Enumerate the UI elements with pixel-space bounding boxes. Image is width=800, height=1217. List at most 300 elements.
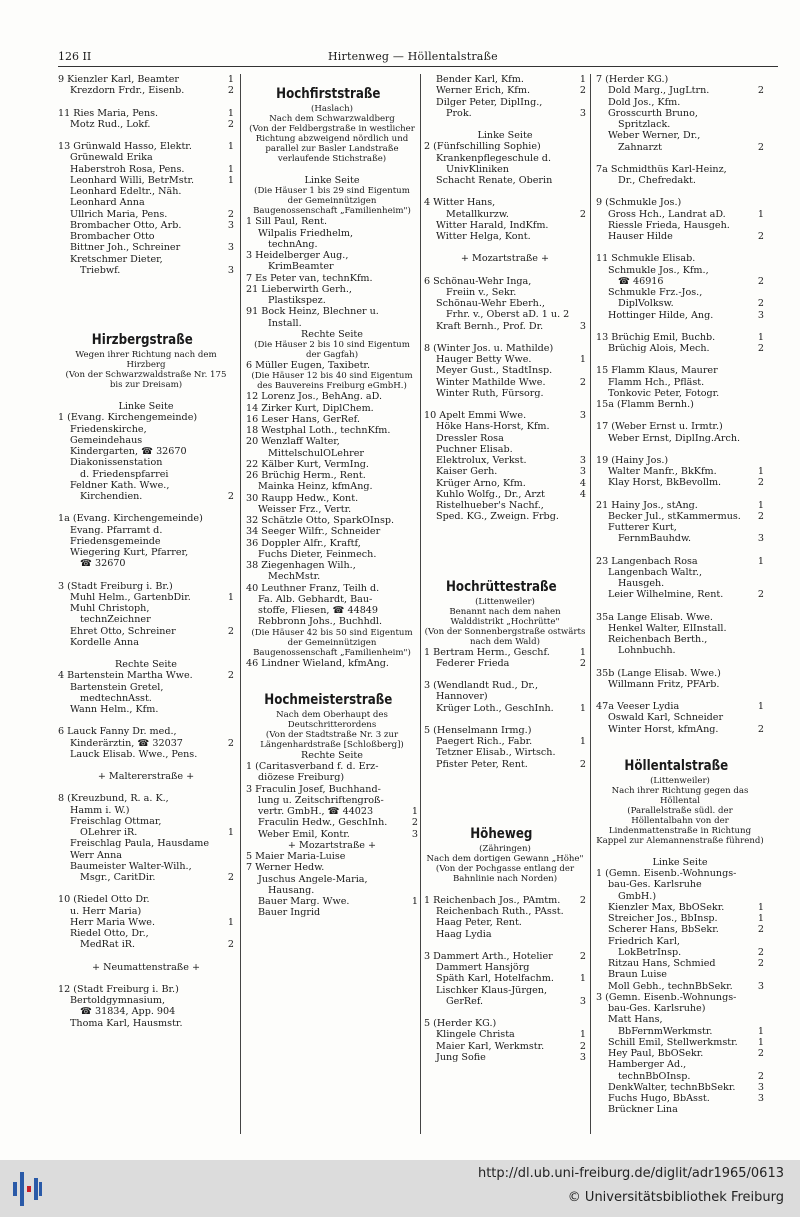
entry-text: (Riedel Otto Dr. — [73, 894, 150, 906]
entry-text: Bittner Joh., Schreiner — [70, 242, 181, 254]
floor-number: 2 — [579, 950, 586, 962]
entry-text: Schönau-Wehr Eberh., — [436, 298, 545, 309]
resident-entry — [596, 533, 764, 544]
entry-text: (Flamm Bernh.) — [617, 399, 694, 410]
entry-text: Höke Hans-Horst, Kfm. — [436, 421, 550, 433]
house-entry — [246, 414, 418, 425]
floor-number: 2 — [227, 939, 234, 951]
house-number: 38 — [246, 560, 259, 571]
resident-entry — [596, 724, 764, 735]
resident-entry — [596, 175, 764, 186]
page-header — [58, 50, 778, 68]
resident-entry — [424, 511, 586, 522]
house-number: 1 — [246, 761, 253, 772]
spacer — [58, 883, 234, 894]
street-description: Benannt nach dem nahen Walddistrikt „Hochrütte" — [449, 606, 561, 627]
entry-text: Werner Hedw. — [255, 862, 325, 874]
house-entry — [596, 164, 764, 175]
entry-text: Sill Paul, Rent. — [255, 216, 328, 228]
entry-text: Gross Hch., Landrat aD. — [608, 208, 726, 220]
entry-text: Federer Frieda — [436, 657, 510, 669]
spacer — [424, 884, 586, 895]
entry-text: Lindner Wieland, kfmAng. — [261, 657, 389, 669]
house-entry — [596, 868, 764, 879]
house-entry — [246, 459, 418, 470]
floor-number: 2 — [757, 275, 764, 287]
entry-text: Scherer Hans, BbSekr. — [608, 924, 719, 936]
resident-entry — [424, 175, 586, 186]
house-number: 6 — [424, 275, 431, 287]
resident-entry — [58, 704, 234, 715]
entry-text: Hamberger Ad., — [608, 1059, 687, 1071]
floor-number: 2 — [227, 85, 234, 97]
entry-text: KrimBeamter — [268, 261, 334, 273]
entry-text: Diakonissenstation — [70, 457, 163, 469]
house-entry — [424, 1018, 586, 1029]
resident-entry — [246, 772, 418, 783]
entry-text: bau-Ges. Karlsruhe) — [608, 1003, 706, 1014]
entry-text: Reichenbach Ruth., PAsst. — [436, 906, 564, 917]
resident-entry — [596, 522, 764, 533]
column-divider — [420, 74, 421, 1134]
house-entry — [246, 560, 418, 571]
resident-entry — [596, 891, 764, 902]
entry-text: Lischker Klaus-Jürgen, — [436, 984, 547, 996]
spacer — [246, 164, 418, 175]
entry-text: Juschus Angele-Maria, — [258, 873, 368, 885]
entry-text: Pfister Peter, Rent. — [436, 758, 528, 770]
floor-number: 2 — [757, 958, 764, 969]
resident-entry — [596, 220, 764, 231]
house-number: 13 — [58, 141, 71, 152]
resident-entry — [596, 679, 764, 690]
resident-entry — [596, 310, 764, 321]
entry-text: Schmukle Elisab. — [611, 253, 696, 265]
entry-text: Spritzlack. — [618, 119, 671, 130]
spacer — [596, 153, 764, 164]
floor-number: 3 — [757, 980, 764, 992]
entry-text: Fraculin Josef, Buchhand- — [255, 783, 381, 795]
entry-text: Bertram Herm., Geschf. — [433, 646, 550, 658]
side-label: + Mozartstraße + — [287, 839, 377, 851]
resident-entry — [596, 879, 764, 890]
entry-text: Sped. KG., Zweign. Frbg. — [436, 511, 559, 523]
house-number: 21 — [246, 283, 259, 295]
resident-entry — [596, 1093, 764, 1104]
spacer — [596, 186, 764, 197]
entry-text: (Schmukle Jos.) — [605, 197, 682, 209]
house-number: 11 — [596, 253, 609, 265]
resident-entry — [424, 298, 586, 309]
house-number: 26 — [246, 470, 259, 481]
house-entry — [58, 726, 234, 737]
resident-entry — [246, 817, 418, 828]
entry-text: (Henselmann Irmg.) — [433, 724, 532, 736]
floor-number: 1 — [227, 916, 234, 928]
spacer — [424, 332, 586, 343]
house-number: 7a — [596, 163, 608, 175]
entry-text: Feldner Kath. Wwe., — [70, 479, 170, 491]
spacer — [424, 265, 586, 276]
floor-number: 1 — [757, 913, 764, 924]
floor-number: 2 — [227, 625, 234, 637]
resident-entry — [58, 816, 234, 827]
spacer — [424, 399, 586, 410]
resident-entry — [596, 97, 764, 108]
resident-entry — [58, 254, 234, 265]
entry-text: (Gemn. Eisenb.-Wohnungs- — [605, 991, 737, 1003]
floor-number: 1 — [411, 896, 418, 907]
floor-number: 3 — [227, 219, 234, 231]
entry-text: Reichenbach Berth., — [608, 634, 708, 645]
entry-text: Ehret Otto, Schreiner — [70, 625, 176, 637]
house-number: 12 — [246, 391, 259, 403]
resident-entry — [596, 981, 764, 992]
entry-text: Schill Emil, Stellwerkmstr. — [608, 1036, 738, 1048]
floor-number: 1 — [757, 208, 764, 220]
floor-number: 2 — [757, 723, 764, 735]
house-entry — [246, 360, 418, 371]
entry-text: Veeser Lydia — [617, 701, 680, 712]
entry-text: Heidelberger Aug., — [255, 250, 349, 261]
house-entry — [596, 421, 764, 432]
column-1 — [58, 74, 234, 1154]
house-number: 40 — [246, 582, 259, 594]
spacer — [596, 545, 764, 556]
entry-text: MittelschulOLehrer — [268, 447, 365, 459]
spacer — [424, 1007, 586, 1018]
entry-text: Paegert Rich., Fabr. — [436, 736, 533, 747]
floor-number: 1 — [579, 973, 586, 985]
house-number: 7 — [596, 74, 603, 85]
entry-text: medtechnAsst. — [80, 692, 152, 704]
entry-text: Becker Jul., stKammermus. — [608, 510, 741, 522]
entry-text: Haag Lydia — [436, 928, 492, 940]
entry-text: diözese Freiburg) — [258, 772, 345, 784]
house-entry — [596, 455, 764, 466]
resident-entry — [58, 525, 234, 536]
entry-text: Ristelhueber's Nachf., — [436, 500, 544, 511]
entry-text: ☎ 32670 — [80, 558, 126, 570]
entry-text: stoffe, Fliesen, ☎ 44849 — [258, 605, 379, 616]
document-url-link[interactable]: http://dl.ub.uni-freiburg.de/diglit/adr1965/0613 — [477, 1166, 784, 1181]
resident-entry — [58, 186, 234, 197]
house-entry — [58, 670, 234, 681]
house-number: 47a — [596, 701, 614, 712]
floor-number: 1 — [757, 1036, 764, 1048]
house-number: 7 — [246, 862, 253, 874]
resident-entry — [246, 605, 418, 616]
resident-entry — [596, 477, 764, 488]
entry-text: Maier Maria-Luise — [255, 851, 346, 862]
house-number: 19 — [596, 454, 609, 466]
entry-text: (Stadt Freiburg i. Br.) — [67, 580, 173, 592]
entry-text: Haberstroh Rosa, Pens. — [70, 163, 185, 175]
spacer — [246, 669, 418, 680]
entry-text: Kaiser Gerh. — [436, 466, 498, 478]
resident-entry — [246, 549, 418, 560]
entry-text: MedRat iR. — [80, 939, 136, 951]
entry-text: Witter Harald, IndKfm. — [436, 219, 549, 231]
floor-number: 3 — [579, 1051, 586, 1063]
house-number: 3 — [246, 783, 253, 795]
street-description: Nach dem dortigen Gewann „Höhe" — [426, 853, 584, 864]
resident-entry — [424, 444, 586, 455]
spacer — [424, 669, 586, 680]
resident-entry — [424, 85, 586, 96]
column-divider — [240, 74, 241, 1134]
resident-entry — [58, 536, 234, 547]
street-description: (Von der Sonnenbergstraße ostwärts nach dem Wald) — [424, 626, 586, 647]
entry-text: Futterer Kurt, — [608, 522, 677, 533]
house-number: 17 — [596, 421, 609, 433]
entry-text: Krankenpflegeschule d. — [436, 152, 551, 164]
resident-entry — [596, 108, 764, 119]
resident-entry — [596, 969, 764, 980]
house-number: 32 — [246, 515, 259, 526]
entry-text: DenkWalter, technBbSekr. — [608, 1081, 736, 1093]
entry-text: Leonhard Willi, BetrMstr. — [70, 174, 195, 186]
resident-entry — [596, 388, 764, 399]
entry-text: Brüchig Emil, Buchb. — [611, 331, 716, 343]
house-entry — [596, 74, 764, 85]
resident-entry — [58, 603, 234, 614]
house-number: 4 — [58, 670, 65, 682]
resident-entry — [596, 1037, 764, 1048]
resident-entry — [424, 388, 586, 399]
street-heading: Höllentalstraße — [624, 757, 729, 774]
spacer — [58, 276, 234, 320]
entry-text: Krezdorn Frdr., Eisenb. — [70, 85, 185, 97]
floor-number: 2 — [411, 817, 418, 829]
side-label: Rechte Seite — [301, 328, 363, 340]
entry-text: Braun Luise — [608, 969, 667, 981]
spacer — [58, 715, 234, 726]
entry-text: Bauer Marg. Wwe. — [258, 896, 350, 907]
floor-number: 2 — [757, 231, 764, 242]
house-entry — [596, 197, 764, 208]
house-entry — [246, 493, 418, 504]
house-number: 4 — [424, 197, 431, 209]
house-entry — [58, 513, 234, 524]
floor-number: 1 — [227, 141, 234, 152]
resident-entry — [596, 130, 764, 141]
floor-number: 2 — [579, 85, 586, 97]
entry-text: (Gemn. Eisenb.-Wohnungs- — [605, 868, 737, 879]
entry-text: Grosscurth Bruno, — [608, 107, 698, 119]
resident-entry — [424, 220, 586, 231]
house-entry — [246, 470, 418, 481]
house-number: 11 — [58, 107, 71, 119]
house-entry — [246, 515, 418, 526]
floor-number: 2 — [227, 491, 234, 502]
side-label: + Neumattenstraße + — [92, 961, 200, 973]
entry-text: Oswald Karl, Schneider — [608, 712, 724, 724]
entry-text: bau-Ges. Karlsruhe — [608, 879, 702, 891]
resident-entry — [424, 421, 586, 432]
entry-text: GerRef. — [446, 995, 484, 1007]
entry-text: Späth Karl, Hotelfachm. — [436, 973, 554, 985]
floor-number: 2 — [579, 894, 586, 906]
resident-entry — [424, 1029, 586, 1040]
house-number: 8 — [424, 342, 431, 354]
house-number: 9 — [596, 197, 603, 209]
resident-entry — [596, 712, 764, 723]
house-number: 3 — [424, 950, 431, 962]
resident-entry — [424, 164, 586, 175]
house-number: 35a — [596, 611, 614, 623]
house-number: 30 — [246, 492, 259, 504]
entry-text: Krüger Loth., GeschInh. — [436, 702, 554, 714]
resident-entry — [58, 805, 234, 816]
spacer — [58, 951, 234, 962]
floor-number: 3 — [579, 995, 586, 1007]
entry-text: Zahnarzt — [618, 141, 662, 153]
floor-number: 2 — [579, 376, 586, 388]
resident-entry — [424, 985, 586, 996]
house-number: 3 — [424, 680, 431, 691]
resident-entry — [424, 108, 586, 119]
floor-number: 3 — [579, 410, 586, 421]
resident-entry — [246, 481, 418, 492]
entry-text: Fraculin Hedw., GeschInh. — [258, 817, 388, 829]
floor-number: 2 — [579, 1040, 586, 1052]
entry-text: Plastikspez. — [268, 295, 326, 306]
resident-entry — [596, 623, 764, 634]
floor-number: 2 — [757, 510, 764, 522]
resident-entry — [246, 795, 418, 806]
entry-text: Hausang. — [268, 884, 315, 896]
header-rule — [58, 66, 778, 67]
floor-number: 2 — [757, 946, 764, 958]
resident-entry — [58, 265, 234, 276]
house-number: 22 — [246, 458, 259, 470]
entry-text: Leier Wilhelmine, Rent. — [608, 589, 724, 601]
side-label: + Maltererstraße + — [97, 771, 195, 782]
resident-entry — [246, 318, 418, 329]
entry-text: Wenzlaff Walter, — [261, 436, 340, 448]
entry-text: Moll Gebh., technBbSekr. — [608, 980, 733, 992]
street-description: (Von der Stadtstraße Nr. 3 zur Längenhardstraße [Schloßberg]) — [260, 729, 404, 750]
resident-entry — [58, 592, 234, 603]
resident-entry — [596, 567, 764, 578]
house-entry — [596, 500, 764, 511]
resident-entry — [58, 939, 234, 950]
resident-entry — [58, 626, 234, 637]
resident-entry — [246, 829, 418, 840]
entry-text: Leser Hans, GerRef. — [261, 413, 360, 425]
spacer — [424, 119, 586, 130]
resident-entry — [58, 995, 234, 1006]
entry-text: Ziegenhagen Wilh., — [261, 560, 356, 571]
resident-entry — [58, 209, 234, 220]
floor-number: 1 — [579, 736, 586, 747]
entry-text: Es Peter van, technKfm. — [255, 272, 373, 284]
entry-text: Wiegering Kurt, Pfarrer, — [70, 547, 189, 558]
floor-number: 2 — [757, 589, 764, 601]
resident-entry — [58, 220, 234, 231]
resident-entry — [596, 1071, 764, 1082]
spacer — [58, 760, 234, 771]
spacer — [58, 973, 234, 984]
house-entry — [58, 581, 234, 592]
spacer — [596, 657, 764, 668]
resident-entry — [424, 929, 586, 940]
street-description: (Littenweiler) — [475, 596, 535, 607]
house-entry — [58, 141, 234, 152]
resident-entry — [58, 152, 234, 163]
resident-entry — [424, 658, 586, 669]
house-number: 1 — [424, 894, 431, 906]
floor-number: 3 — [757, 1081, 764, 1093]
entry-text: lung u. Zeitschriftengroß- — [258, 794, 384, 806]
spacer — [58, 782, 234, 793]
spacer — [596, 690, 764, 701]
entry-text: Puchner Elisab. — [436, 443, 513, 455]
resident-entry — [246, 874, 418, 885]
entry-text: Fuchs Hugo, BbAsst. — [608, 1093, 710, 1104]
resident-entry — [58, 491, 234, 502]
spacer — [58, 648, 234, 659]
entry-text: Lauck Fanny Dr. med., — [67, 726, 177, 738]
house-entry — [246, 583, 418, 594]
ub-freiburg-logo-icon — [10, 1166, 44, 1212]
resident-entry — [596, 958, 764, 969]
house-entry — [596, 701, 764, 712]
side-label: Linke Seite — [652, 856, 708, 868]
resident-entry — [424, 433, 586, 444]
entry-text: Hamm i. W.) — [70, 804, 130, 816]
house-entry — [246, 250, 418, 261]
spacer — [424, 714, 586, 725]
entry-text: Elektrolux, Verkst. — [436, 455, 527, 466]
entry-text: Evang. Pfarramt d. — [70, 524, 163, 536]
entry-text: Walter Manfr., BkKfm. — [608, 466, 717, 477]
floor-number: 1 — [227, 107, 234, 119]
entry-text: Bertoldgymnasium, — [70, 995, 166, 1006]
resident-entry — [596, 1104, 764, 1115]
floor-number: 2 — [757, 1048, 764, 1059]
entry-text: Weber Emil, Kontr. — [258, 828, 350, 840]
entry-text: Willmann Fritz, PFArb. — [608, 678, 720, 690]
resident-entry — [246, 594, 418, 605]
resident-entry — [58, 861, 234, 872]
resident-entry — [246, 261, 418, 272]
house-entry — [424, 647, 586, 658]
house-number: 15a — [596, 399, 614, 410]
resident-entry — [424, 365, 586, 376]
house-number: 91 — [246, 306, 259, 318]
entry-text: Friedenskirche, — [70, 423, 147, 435]
resident-entry — [596, 511, 764, 522]
resident-entry — [58, 119, 234, 130]
entry-text: Ries Maria, Pens. — [73, 107, 159, 119]
entry-text: Bartenstein Gretel, — [70, 681, 164, 693]
entry-text: Lauck Elisab. Wwe., Pens. — [70, 748, 198, 760]
spacer — [596, 846, 764, 857]
entry-text: Metallkurzw. — [446, 208, 509, 220]
entry-text: Install. — [268, 317, 302, 329]
resident-entry — [596, 1059, 764, 1070]
entry-text: Muhl Helm., GartenbDir. — [70, 591, 191, 603]
house-number: 16 — [246, 413, 259, 425]
floor-number: 1 — [227, 827, 234, 838]
copyright-notice: © Universitätsbibliothek Freiburg — [567, 1190, 784, 1205]
house-entry — [246, 216, 418, 227]
house-entry — [596, 668, 764, 679]
street-heading: Höheweg — [470, 825, 533, 842]
resident-entry — [596, 142, 764, 153]
